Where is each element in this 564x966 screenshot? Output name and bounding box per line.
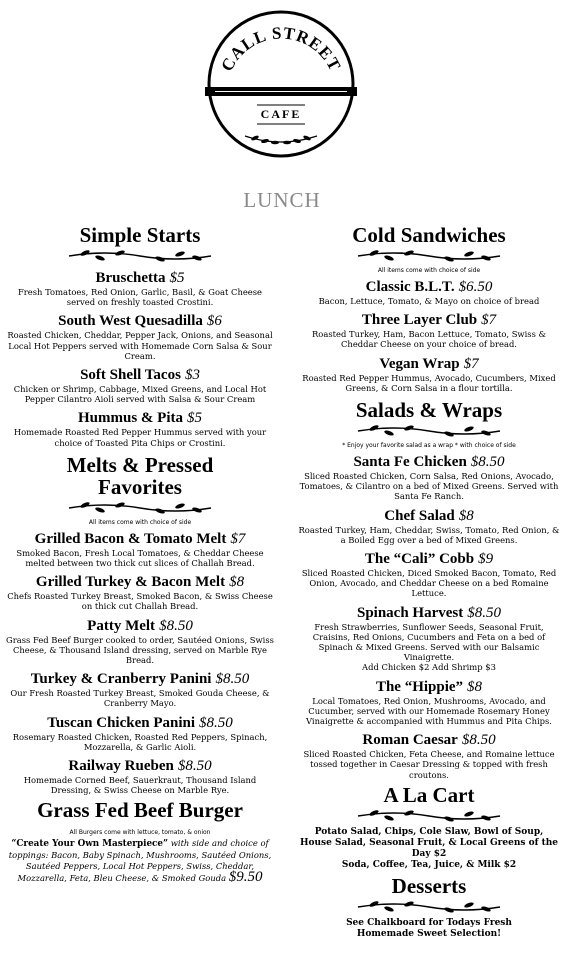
section-title-simple-starts: Simple Starts: [79, 223, 201, 247]
flourish-divider-icon: [354, 808, 504, 824]
item-description: Fresh Tomatoes, Red Onion, Garlic, Basil, & Goat Cheese served on freshly toasted Crostini.: [17, 287, 263, 308]
a-la-cart-line: Soda, Coffee, Tea, Juice, & Milk $2: [341, 859, 517, 870]
item-description: Chicken or Shrimp, Cabbage, Mixed Greens, and Local Hot Pepper Cilantro Aioli served with Salsa & Sour Cream: [13, 384, 267, 405]
flourish-divider-icon: [354, 248, 504, 264]
item-name: Patty Melt: [87, 617, 156, 634]
item-description: Chefs Roasted Turkey Breast, Smoked Bacon, & Swiss Cheese on thick cut Challah Bread.: [7, 591, 273, 612]
desserts-text: See Chalkboard for Todays Fresh Homemade Sweet Selection!: [346, 917, 512, 939]
menu-item: [3, 571, 277, 611]
item-name: Grilled Turkey & Bacon Melt: [35, 574, 226, 591]
section-note: All items come with choice of side: [377, 267, 481, 274]
menu-item: [3, 615, 277, 666]
item-price: $7: [230, 530, 246, 547]
item-description: Roasted Turkey, Ham, Bacon Lettuce, Tomato, Swiss & Cheddar Cheese on your choice of bread.: [312, 329, 546, 350]
item-description: Sliced Roasted Chicken, Feta Cheese, and Romaine lettuce tossed together in Caesar Dressing & topped with fresh croutons.: [303, 749, 555, 780]
item-name: Grilled Bacon & Tomato Melt: [34, 530, 227, 547]
item-name: The “Hippie”: [375, 678, 464, 695]
item-name: Turkey & Cranberry Panini: [30, 671, 212, 688]
right-column: [298, 220, 560, 940]
item-description: Grass Fed Beef Burger cooked to order, Sautéed Onions, Swiss Cheese, & Thousand Island dressing, served on Marble Rye Bread.: [6, 634, 274, 666]
svg-text:CAFE: CAFE: [260, 107, 302, 121]
menu-item: [298, 505, 560, 545]
item-name: Chef Salad: [384, 507, 455, 524]
item-description: Sliced Roasted Chicken, Diced Smoked Bacon, Tomato, Red Onion, Avocado, and Cheddar Cheese on a bed Romaine Lettuce.: [301, 568, 557, 599]
item-price: $8.50: [199, 714, 233, 731]
item-price: $8: [229, 574, 245, 591]
item-price: $8.50: [467, 604, 501, 621]
item-name: Soft Shell Tacos: [80, 367, 181, 384]
item-price: $9: [478, 551, 494, 568]
item-name: Spinach Harvest: [356, 604, 464, 621]
item-description: Rosemary Roasted Chicken, Roasted Red Peppers, Spinach, Mozzarella, & Garlic Aioli.: [12, 731, 268, 752]
flourish-divider-icon: [354, 899, 504, 915]
call-street-cafe-logo: [205, 8, 357, 160]
section-title-a-la-cart: A La Cart: [383, 782, 475, 807]
item-description: Fresh Strawberries, Sunflower Seeds, Seasonal Fruit, Craisins, Red Onions, Cucumbers and Feta on a bed of Spinach & Mixed Greens. Served with our Balsamic Vinaigrette.: [312, 621, 546, 663]
section-note: All Burgers come with lettuce, tomato, & onion: [69, 829, 211, 837]
item-price: $8: [458, 507, 474, 524]
section-title-desserts: Desserts: [391, 873, 467, 898]
menu-item: [298, 309, 560, 349]
item-description: Local Tomatoes, Red Onion, Mushrooms, Avocado, and Cucumber, served with our Homemade Rosemary Honey Vinaigrette & accompanied with Hummus and Pita Chips.: [306, 695, 552, 727]
menu-item: [298, 602, 560, 673]
item-name: Santa Fe Chicken: [353, 454, 467, 471]
burger-description: [3, 838, 277, 884]
menu-item: [3, 668, 277, 708]
item-name: Hummus & Pita: [78, 410, 183, 427]
item-price: $8: [467, 678, 483, 695]
menu-item: [3, 267, 277, 307]
section-note: * Enjoy your favorite salad as a wrap * with choice of side: [342, 442, 516, 450]
menu-item: [298, 729, 560, 780]
item-description: Roasted Chicken, Cheddar, Pepper Jack, Onions, and Seasonal Local Hot Peppers served with Homemade Corn Salsa & Sour Cream.: [7, 330, 273, 361]
section-title-cold-sandwiches: Cold Sandwiches: [352, 223, 506, 247]
item-price: $8.50: [470, 454, 505, 471]
burger-create-label: “Create Your Own Masterpiece”: [11, 839, 169, 850]
a-la-cart-line: House Salad, Seasonal Fruit, & Local Greens of the Day $2: [299, 837, 559, 859]
item-price: $8.50: [215, 671, 250, 688]
laurel-icon: [245, 135, 317, 145]
item-name: Classic B.L.T.: [365, 279, 455, 295]
left-column: [3, 220, 277, 884]
item-name: Roman Caesar: [362, 732, 458, 749]
menu-item: [3, 407, 277, 447]
item-price: $7: [463, 355, 479, 372]
section-note: All items come with choice of side: [88, 518, 192, 526]
item-name: Three Layer Club: [361, 312, 478, 329]
item-price: $3: [184, 367, 200, 384]
addons-line: Add Chicken $2 Add Shrimp $3: [362, 662, 496, 673]
menu-item: [298, 451, 560, 502]
flourish-divider-icon: [65, 248, 215, 264]
svg-text:CALL STREET: CALL STREET: [217, 23, 345, 75]
item-price: $6: [206, 313, 222, 330]
flourish-divider-icon: [65, 500, 215, 516]
flourish-divider-icon: [354, 423, 504, 439]
section-title-salads: Salads & Wraps: [355, 398, 503, 423]
menu-item: [298, 548, 560, 599]
a-la-cart-line: Potato Salad, Chips, Cole Slaw, Bowl of Soup,: [314, 826, 544, 837]
menu-item: [3, 712, 277, 752]
item-price: $8.50: [159, 617, 193, 634]
item-price: $6.50: [458, 279, 493, 295]
item-name: South West Quesadilla: [58, 313, 203, 330]
item-name: Bruschetta: [95, 270, 166, 286]
section-title-line: Favorites: [98, 474, 182, 499]
item-name: The “Cali” Cobb: [364, 551, 475, 568]
item-price: $8.50: [177, 758, 212, 775]
item-description: Homemade Corned Beef, Sauerkraut, Thousand Island Dressing, & Swiss Cheese on Marble Rye.: [23, 775, 257, 796]
item-description: Our Fresh Roasted Turkey Breast, Smoked Gouda Cheese, & Cranberry Mayo.: [10, 688, 270, 709]
menu-item: [3, 364, 277, 404]
item-name: Vegan Wrap: [379, 355, 460, 372]
item-price: $8.50: [461, 732, 496, 749]
menu-item: [298, 676, 560, 727]
menu-item: [3, 528, 277, 568]
burger-price: $9.50: [228, 869, 263, 886]
item-name: Railway Rueben: [68, 758, 174, 775]
item-description: Roasted Turkey, Ham, Cheddar, Swiss, Tomato, Red Onion, & a Boiled Egg over a bed of Mixed Greens.: [298, 524, 560, 545]
item-description: Bacon, Lettuce, Tomato, & Mayo on choice of bread: [318, 296, 540, 306]
item-description: Homemade Roasted Red Pepper Hummus served with your choice of Toasted Pita Chips or Crostini.: [13, 427, 267, 448]
item-price: $5: [169, 270, 185, 286]
item-description: Roasted Red Pepper Hummus, Avocado, Cucumbers, Mixed Greens, & Corn Salsa in a flour tortilla.: [302, 372, 556, 393]
item-price: $7: [481, 312, 497, 329]
item-description: Sliced Roasted Chicken, Corn Salsa, Red Onions, Avocado, Tomatoes, & Cilantro on a bed of Mixed Greens. Served with Santa Fe Ranch.: [299, 471, 559, 502]
page-title: LUNCH: [243, 188, 321, 212]
menu-item: [3, 755, 277, 795]
item-price: $5: [187, 410, 202, 427]
section-title-line: Melts & Pressed: [66, 452, 214, 477]
item-description: Smoked Bacon, Fresh Local Tomatoes, & Cheddar Cheese melted between two thick cut slices of Challah Bread.: [16, 547, 264, 569]
section-title-melts: [3, 454, 277, 498]
item-name: Tuscan Chicken Panini: [47, 714, 196, 731]
menu-item: [3, 310, 277, 361]
menu-item: [298, 276, 560, 306]
menu-item: [298, 353, 560, 393]
section-title-burger: Grass Fed Beef Burger: [37, 798, 243, 823]
burger-toppings: with side and choice of toppings: Bacon, Baby Spinach, Mushrooms, Sautéed Onions, Sautéed Peppers, Local Hot Peppers, Swiss, Cheddar, Mozzarella, Feta, Bleu Cheese, & Smoked Gouda: [8, 838, 272, 884]
